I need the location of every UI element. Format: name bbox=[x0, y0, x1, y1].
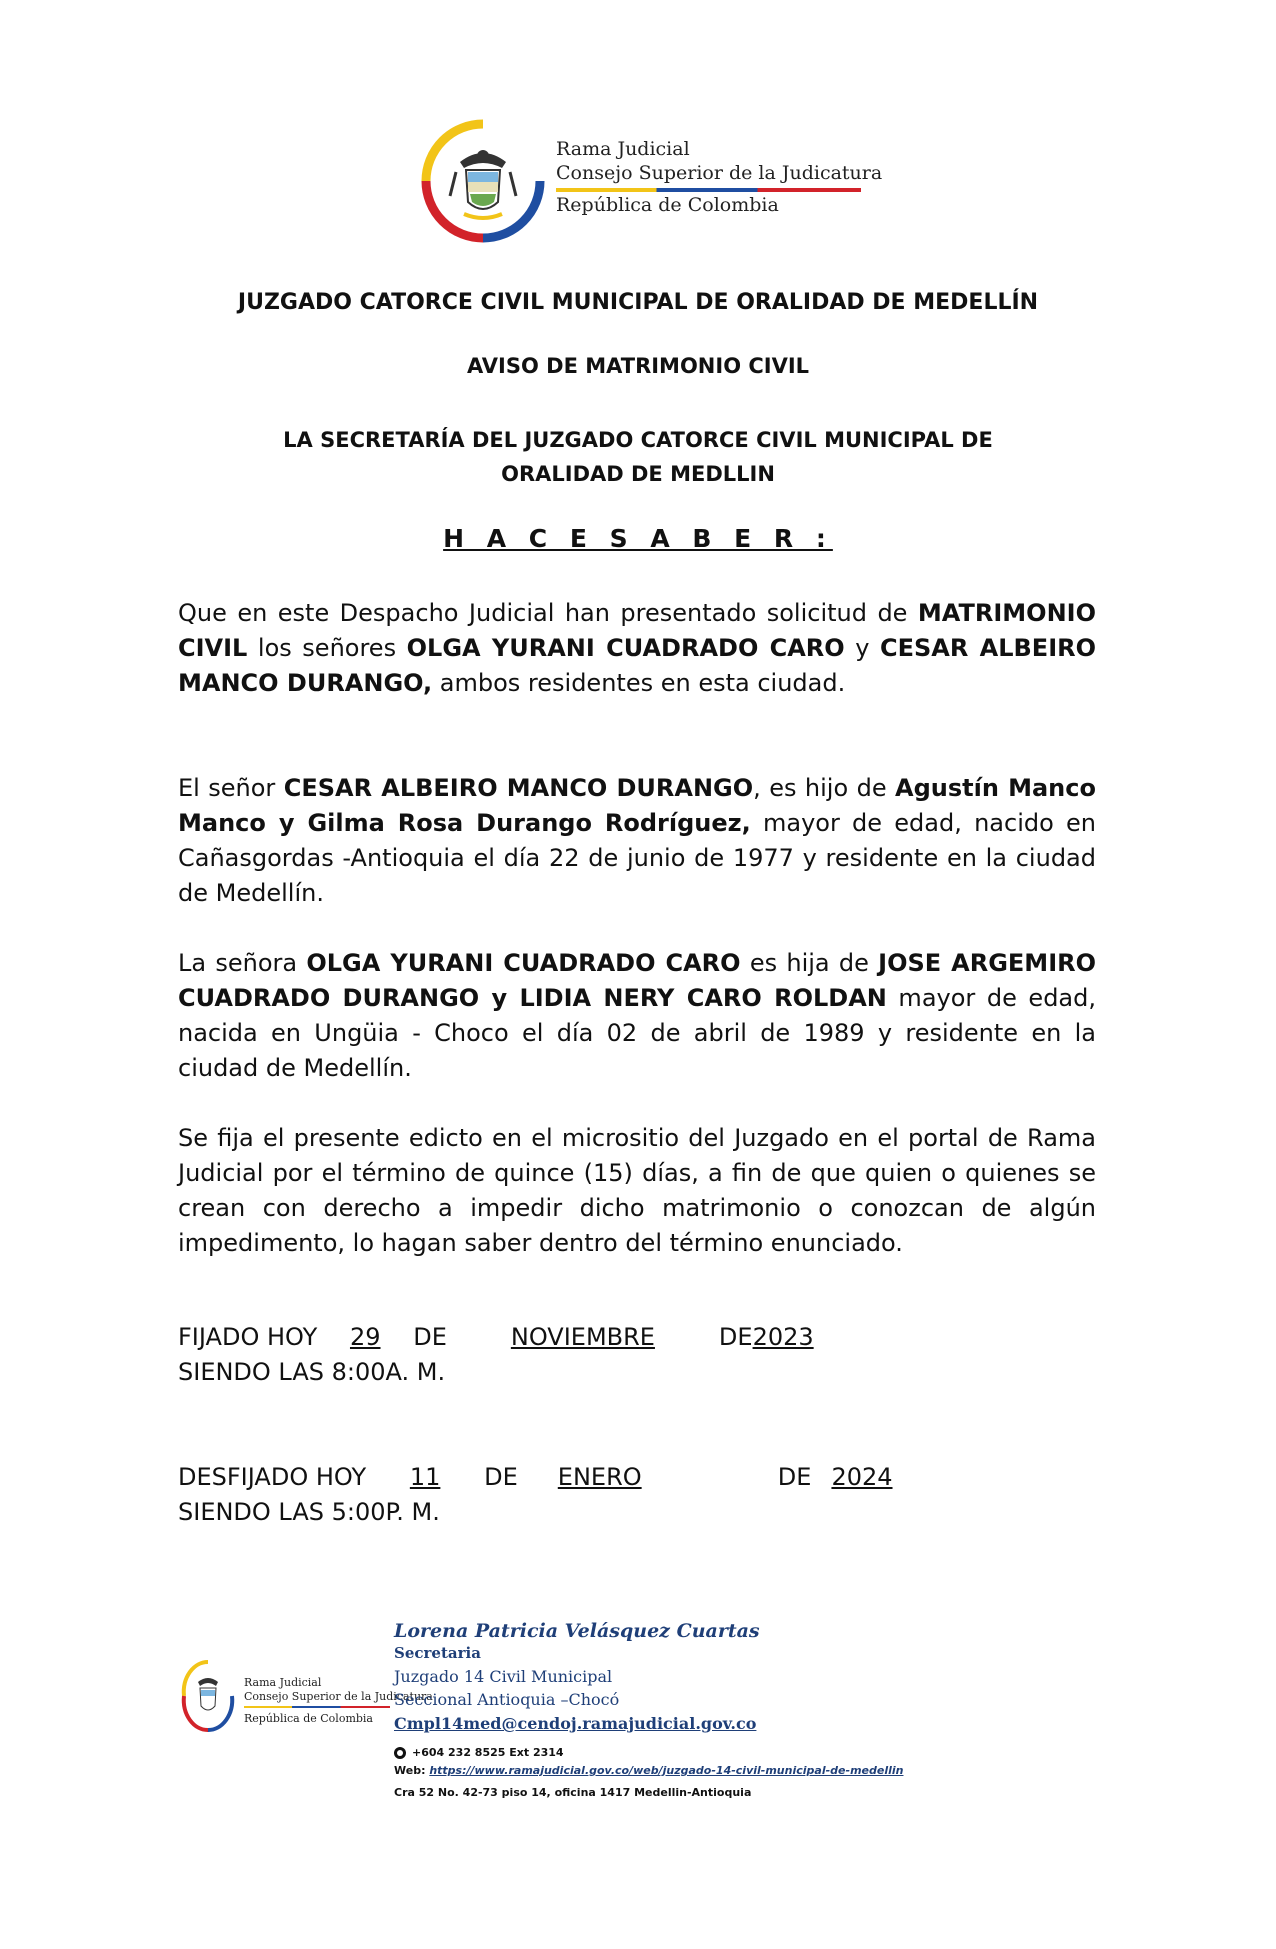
footer-seal-icon bbox=[180, 1658, 236, 1734]
org-name-line2: Consejo Superior de la Judicatura bbox=[556, 162, 883, 184]
text-run: ambos residentes en esta ciudad. bbox=[432, 669, 846, 697]
paragraph-bride bbox=[178, 946, 1096, 1086]
text-run: La señora bbox=[178, 949, 307, 977]
bold-run: OLGA YURANI CUADRADO CARO bbox=[306, 949, 741, 977]
fijado-year: 2023 bbox=[752, 1323, 814, 1351]
signer-role: Secretaria bbox=[394, 1644, 481, 1662]
web-url-link[interactable]: https://www.ramajudicial.gov.co/web/juzgado-14-civil-municipal-de-medellin bbox=[429, 1764, 904, 1777]
desfijado-day: 11 bbox=[409, 1463, 441, 1491]
text-run: y bbox=[844, 634, 881, 662]
bold-run: Agustín Manco Manco y Gilma Rosa Durango Rodríguez, bbox=[178, 774, 1096, 837]
footer-org-line1: Rama Judicial bbox=[244, 1676, 322, 1689]
text-run: los señores bbox=[247, 634, 407, 662]
desfijado-time: SIENDO LAS 5:00P. M. bbox=[178, 1498, 440, 1526]
phone-text: +604 232 8525 Ext 2314 bbox=[412, 1746, 564, 1759]
bold-run: CESAR ALBEIRO MANCO DURANGO, bbox=[178, 634, 1097, 697]
fijado-label: FIJADO HOY bbox=[178, 1323, 318, 1351]
court-title: JUZGADO CATORCE CIVIL MUNICIPAL DE ORALIDAD DE MEDELLÍN bbox=[237, 290, 1039, 315]
desfijado-month-text: ENERO bbox=[557, 1463, 642, 1491]
paragraph-request bbox=[178, 596, 1096, 701]
coat-of-arms-seal-icon bbox=[420, 118, 546, 244]
text-run: mayor de edad, nacido en Cañasgordas -Antioquia el día 22 de junio de 1977 y residente en la ciudad de Medellín. bbox=[178, 809, 1096, 907]
bold-run: JOSE ARGEMIRO CUADRADO DURANGO y LIDIA NERY CARO ROLDAN bbox=[178, 949, 1097, 1012]
rama-judicial-logo bbox=[420, 118, 883, 244]
de-label: DE bbox=[777, 1463, 812, 1491]
hace-saber-heading: H A C E S A B E R : bbox=[443, 524, 833, 553]
footer-tricolor-rule bbox=[244, 1706, 390, 1708]
text-run: El señor bbox=[178, 774, 284, 802]
footer-org-line3: República de Colombia bbox=[244, 1712, 373, 1725]
de-label: DE bbox=[413, 1323, 447, 1351]
desfijado-month bbox=[518, 1460, 778, 1495]
fijado-month: NOVIEMBRE bbox=[510, 1323, 655, 1351]
paragraph-edict: Se fija el presente edicto en el micrositio del Juzgado en el portal de Rama Judicial por el término de quince (15) días, a fin de que quien o quienes se crean con derecho a impedir dicho matrimonio o conozcan de algún impedimento, lo hagan saber dentro del término enunciado. bbox=[178, 1124, 1096, 1257]
signer-court: Juzgado 14 Civil Municipal bbox=[394, 1667, 613, 1686]
notice-title: AVISO DE MATRIMONIO CIVIL bbox=[466, 354, 810, 378]
contact-web bbox=[394, 1764, 903, 1777]
desfijado-year bbox=[811, 1460, 951, 1495]
de-label: DE bbox=[484, 1463, 518, 1491]
contact-phone bbox=[394, 1746, 564, 1759]
secretary-heading-line1: LA SECRETARÍA DEL JUZGADO CATORCE CIVIL MUNICIPAL DE bbox=[283, 428, 993, 452]
signer-section: Seccional Antioquia –Chocó bbox=[394, 1690, 620, 1709]
footer-org-line2: Consejo Superior de la Judicatura bbox=[244, 1690, 433, 1703]
secretary-heading bbox=[150, 423, 1126, 491]
footer-rama-judicial-logo bbox=[180, 1658, 433, 1738]
signer-email-link[interactable]: Cmpl14med@cendoj.ramajudicial.gov.co bbox=[394, 1714, 757, 1733]
bold-run: OLGA YURANI CUADRADO CARO bbox=[406, 634, 845, 662]
paragraph-groom bbox=[178, 771, 1096, 911]
desfijado-label: DESFIJADO HOY bbox=[178, 1463, 367, 1491]
web-label: Web: bbox=[394, 1764, 430, 1777]
fijado-line bbox=[178, 1320, 883, 1355]
tricolor-rule bbox=[556, 188, 861, 192]
text-run: es hija de bbox=[740, 949, 879, 977]
text-run: Que en este Despacho Judicial han presentado solicitud de bbox=[178, 599, 918, 627]
signer-name: Lorena Patricia Velásquez Cuartas bbox=[394, 1620, 760, 1642]
contact-address: Cra 52 No. 42-73 piso 14, oficina 1417 Medellin-Antioquia bbox=[394, 1786, 752, 1799]
bold-run: CESAR ALBEIRO MANCO DURANGO bbox=[283, 774, 754, 802]
fijado-day: 29 bbox=[349, 1323, 381, 1351]
bold-run: MATRIMONIO CIVIL bbox=[178, 599, 1096, 662]
desfijado-year-text: 2024 bbox=[831, 1463, 893, 1491]
org-name-line3: República de Colombia bbox=[556, 194, 779, 216]
fijado-time: SIENDO LAS 8:00A. M. bbox=[178, 1358, 446, 1386]
whatsapp-phone-icon bbox=[394, 1747, 406, 1759]
org-name-line1: Rama Judicial bbox=[556, 138, 690, 160]
text-run: , es hijo de bbox=[753, 774, 896, 802]
desfijado-line bbox=[178, 1460, 951, 1495]
text-run: mayor de edad, nacida en Ungüia - Choco el día 02 de abril de 1989 y residente en la ciudad de Medellín. bbox=[178, 984, 1097, 1082]
secretary-heading-line2: ORALIDAD DE MEDLLIN bbox=[501, 462, 775, 486]
de-label: DE bbox=[718, 1323, 753, 1351]
